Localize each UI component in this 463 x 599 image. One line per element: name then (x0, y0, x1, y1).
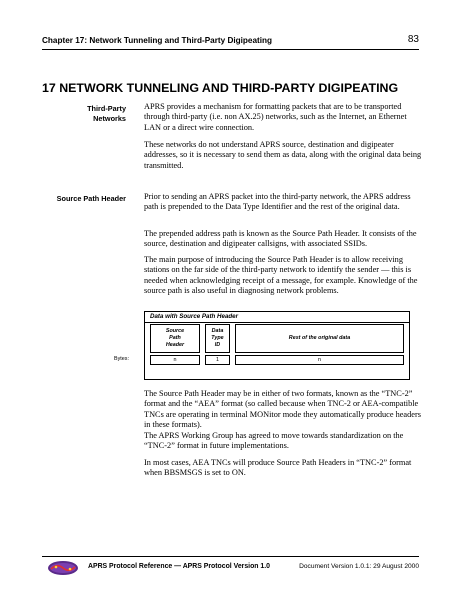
field-label-line: Rest of the original data (288, 335, 351, 342)
field-source-path-header (150, 324, 200, 353)
side-heading-line: Third-Party (87, 104, 126, 113)
field-label-line: Data (211, 328, 224, 335)
paragraph: The main purpose of introducing the Source Path Header is to allow receiving stations on the far side of the third-party network to identify the sender — this is needed when acknowledging receipt of a message, for example. Knowledge of the source path is also useful in diagnosing network problems. (144, 255, 418, 296)
field-label-line: Header (165, 341, 185, 348)
paragraph: APRS provides a mechanism for formatting packets that are to be transported through third-party (i.e. non AX.25) networks, such as the Internet, an Ethernet LAN or a direct wire connection. (144, 102, 407, 132)
field-label-line: Path (169, 335, 181, 342)
field-label-line: Source (165, 328, 185, 335)
running-head (42, 36, 419, 50)
footer-title: APRS Protocol Reference — APRS Protocol Version 1.0 (88, 563, 271, 570)
bytes-label: Bytes: (114, 356, 129, 362)
footer-rule (42, 556, 419, 557)
figure-caption-rule (145, 322, 409, 323)
bytes-cell: n (235, 355, 404, 365)
paragraph: The Source Path Header may be in either of two formats, known as the “TNC-2” format and the “AEA” format (so called because when TNC-2 or AEA-compatible TNCs are operating in terminal MONitor mode they automatically produce headers in these formats). (144, 389, 421, 430)
header-rule (42, 49, 419, 50)
side-heading-source-path-header (42, 194, 126, 204)
side-heading-third-party-networks (42, 104, 126, 123)
field-data-type-id (205, 324, 230, 353)
footer-version: Document Version 1.0.1: 29 August 2000 (299, 563, 419, 570)
side-heading-line: Networks (93, 113, 126, 123)
paragraph: The APRS Working Group has agreed to move towards standardization on the “TNC-2” format in future implementations. (144, 431, 404, 451)
paragraph: Prior to sending an APRS packet into the third-party network, the APRS address path is prepended to the Data Type Identifier and the rest of the original data. (144, 192, 411, 212)
chapter-title: 17 NETWORK TUNNELING AND THIRD-PARTY DIGIPEATING (42, 81, 399, 95)
bytes-cell: n (150, 355, 200, 365)
bytes-cell: 1 (205, 355, 230, 365)
page-number: 83 (407, 34, 419, 45)
field-rest-of-data (235, 324, 404, 353)
side-heading-line: Source Path Header (56, 194, 126, 203)
paragraph: In most cases, AEA TNCs will produce Source Path Headers in “TNC-2” format when BBSMSGS is set to ON. (144, 458, 412, 478)
aprs-logo-icon (47, 560, 79, 576)
field-label-line: Type (211, 335, 224, 342)
paragraph: The prepended address path is known as the Source Path Header. It consists of the source, destination and digipeater callsigns, with associated SSIDs. (144, 229, 417, 249)
running-head-chapter: Chapter 17: Network Tunneling and Third-Party Digipeating (42, 36, 273, 45)
field-label-line: ID (214, 341, 221, 348)
figure-caption: Data with Source Path Header (150, 313, 239, 320)
paragraph: These networks do not understand APRS source, destination and digipeater addresses, so it is necessary to send them as data, along with the original data being transmitted. (144, 140, 422, 170)
